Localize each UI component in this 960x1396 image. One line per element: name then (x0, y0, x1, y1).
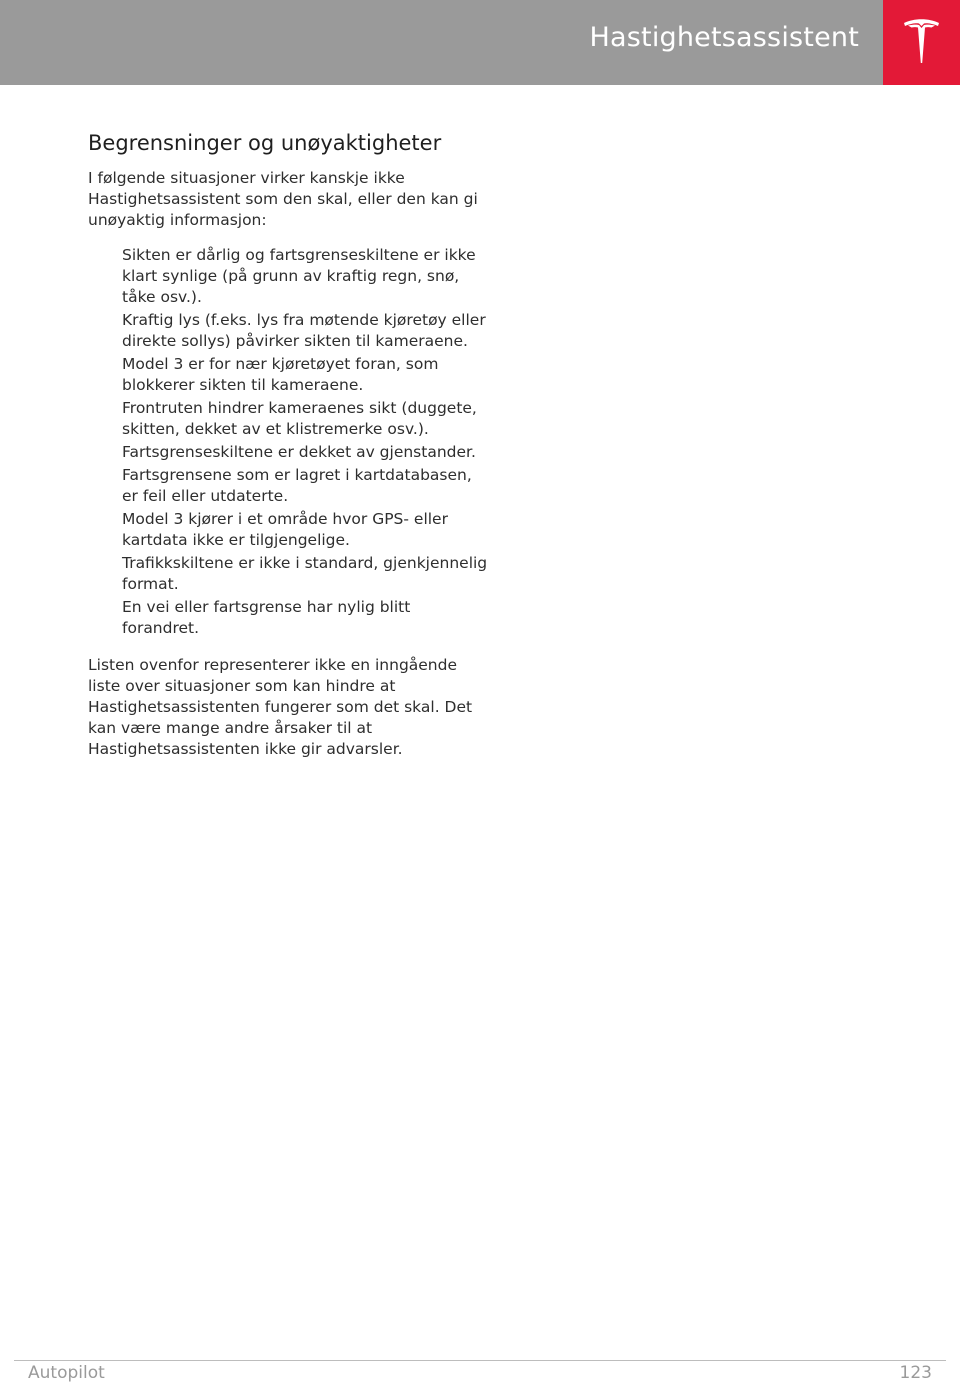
header-bar (0, 0, 883, 85)
intro-paragraph: I følgende situasjoner virker kanskje ikke Hastighetsassistent som den skal, eller den kan gi unøyaktig informasjon: (88, 169, 478, 229)
main-content (88, 128, 488, 774)
tesla-logo-icon (902, 17, 941, 65)
list-item: Fartsgrensene som er lagret i kartdatabasen, er feil eller utdaterte. (122, 466, 472, 505)
page-title: Hastighetsassistent (589, 22, 859, 53)
section-heading: Begrensninger og unøyaktigheter (88, 131, 442, 155)
list-item: En vei eller fartsgrense har nylig blitt forandret. (122, 598, 411, 637)
page-number: 123 (899, 1363, 932, 1383)
closing-paragraph: Listen ovenfor representerer ikke en inngående liste over situasjoner som kan hindre at Hastighetsassistenten fungerer som det skal. Det kan være mange andre årsaker til at Hastighetsassistenten ikke gir advarsler. (88, 656, 473, 758)
limitations-list (88, 245, 488, 639)
footer-divider (14, 1360, 946, 1361)
footer-section-name: Autopilot (28, 1363, 105, 1383)
list-item: Model 3 er for nær kjøretøyet foran, som blokkerer sikten til kameraene. (122, 355, 439, 394)
logo-box (883, 0, 960, 85)
list-item: Sikten er dårlig og fartsgrenseskiltene er ikke klart synlige (på grunn av kraftig regn, snø, tåke osv.). (122, 246, 476, 306)
list-item: Kraftig lys (f.eks. lys fra møtende kjøretøy eller direkte sollys) påvirker sikten til kameraene. (122, 311, 486, 350)
list-item: Trafikkskiltene er ikke i standard, gjenkjennelig format. (122, 554, 488, 593)
list-item: Model 3 kjører i et område hvor GPS- eller kartdata ikke er tilgjengelige. (122, 510, 448, 549)
list-item: Frontruten hindrer kameraenes sikt (duggete, skitten, dekket av et klistremerke osv.). (122, 399, 477, 438)
list-item: Fartsgrenseskiltene er dekket av gjenstander. (122, 443, 476, 461)
